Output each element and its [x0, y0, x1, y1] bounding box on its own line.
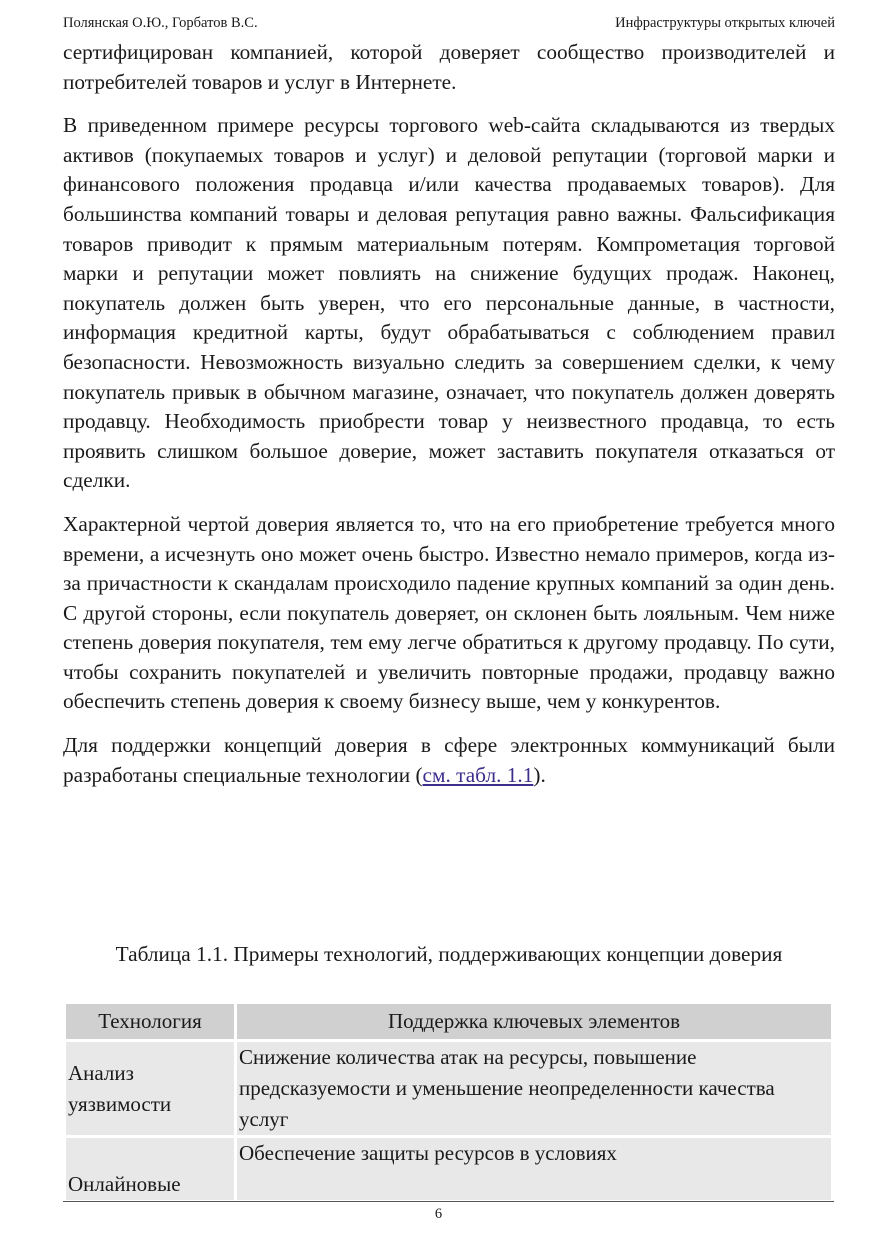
paragraph-1: сертифицирован компанией, которой доверяет сообщество производителей и потребителей товаров и услуг в Интернете. [63, 40, 835, 94]
paragraph-4-text: Для поддержки концепций доверия в сфере электронных коммуникаций были разработаны специальные технологии ( [63, 733, 835, 787]
column-header-support: Поддержка ключевых элементов [237, 1004, 831, 1039]
paragraph-4 [63, 731, 835, 790]
header-authors: Полянская О.Ю., Горбатов В.С. [63, 15, 258, 31]
body-text [63, 38, 835, 790]
table-cell: Анализ уязвимости [66, 1042, 234, 1135]
technologies-table [63, 1001, 834, 1203]
table-row [66, 1042, 831, 1135]
table-cell: Онлайновые [66, 1138, 234, 1200]
footer-rule [63, 1201, 834, 1202]
page-number: 6 [434, 1206, 443, 1222]
page-header [63, 15, 835, 32]
table-cell: Обеспечение защиты ресурсов в условиях [237, 1138, 831, 1200]
table-header-row [66, 1004, 831, 1039]
table-caption: Таблица 1.1. Примеры технологий, поддерживающих концепции доверия [115, 942, 783, 966]
paragraph-3: Характерной чертой доверия является то, что на его приобретение требуется много времени, а исчезнуть оно может очень быстро. Известно немало примеров, когда из-за причастности к скандалам происходило падение крупных компаний за один день. С другой стороны, если покупатель доверяет, он склонен быть лояльным. Чем ниже степень доверия покупателя, тем ему легче обратиться к другому продавцу. По сути, чтобы сохранить покупателей и увеличить повторные продажи, продавцу важно обеспечить степень доверия к своему бизнесу выше, чем у конкурентов. [63, 511, 835, 714]
table-reference-link[interactable]: см. табл. 1.1 [422, 762, 534, 787]
header-title: Инфраструктуры открытых ключей [615, 15, 835, 31]
paragraph-2: В приведенном примере ресурсы торгового web-сайта складываются из твердых активов (покупаемых товаров и услуг) и деловой репутации (торговой марки и финансового положения продавца и/или качества продаваемых товаров). Для большинства компаний товары и деловая репутация равно важны. Фальсификация товаров приводит к прямым материальным потерям. Компрометация торговой марки и репутации может повлиять на снижение будущих продаж. Наконец, покупатель должен быть уверен, что его персональные данные, в частности, информация кредитной карты, будут обрабатываться с соблюдением правил безопасности. Невозможность визуально следить за совершением сделки, к чему покупатель привык в обычном магазине, означает, что покупатель должен доверять продавцу. Необходимость приобрести товар у неизвестного продавца, то есть проявить слишком большое доверие, может заставить покупателя отказаться от сделки. [63, 113, 835, 493]
table-row [66, 1138, 831, 1200]
table-cell: Снижение количества атак на ресурсы, повышение предсказуемости и уменьшение неопределенности качества услуг [237, 1042, 831, 1135]
column-header-technology: Технология [66, 1004, 234, 1039]
paragraph-4-end: ). [533, 762, 546, 787]
